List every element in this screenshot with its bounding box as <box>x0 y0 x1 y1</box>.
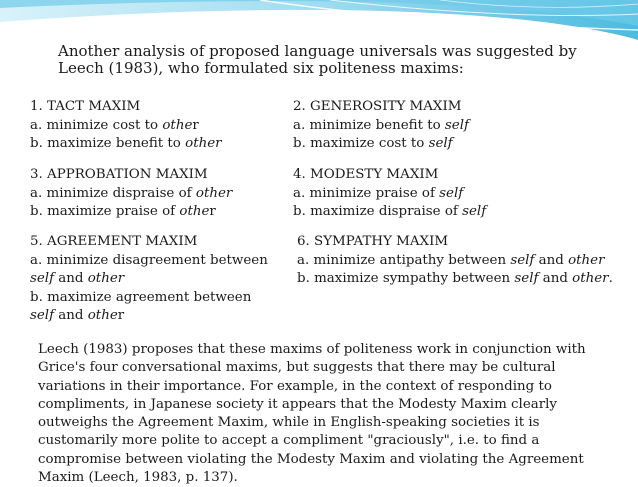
maxim-line <box>30 203 330 222</box>
emphasis-text: self <box>462 204 487 219</box>
maxim-line <box>30 252 330 271</box>
maxim-group <box>30 233 330 326</box>
emphasis-text: self <box>510 252 535 268</box>
line-text: and <box>538 271 573 286</box>
maxim-line <box>293 117 593 136</box>
emphasis-text: self <box>439 185 464 201</box>
line-text: b. maximize praise of <box>30 204 180 219</box>
maxim-title: 5. AGREEMENT MAXIM <box>30 234 198 249</box>
maxim-line <box>30 117 330 136</box>
line-text: r <box>209 204 216 219</box>
maxim-title: 2. GENEROSITY MAXIM <box>293 99 462 114</box>
line-text: a. minimize praise of <box>293 185 440 201</box>
slide-intro-text: Another analysis of proposed language universals was suggested by Leech (1983), who formulated six politeness maxims: <box>58 42 577 77</box>
maxim-group <box>293 166 593 222</box>
line-text: b. maximize sympathy between <box>297 271 515 286</box>
line-text: b. maximize agreement between <box>30 289 252 305</box>
line-text: b. maximize cost to <box>293 136 429 151</box>
emphasis-text: self <box>514 271 539 286</box>
line-text: r <box>117 308 125 323</box>
line-text: r <box>192 117 199 133</box>
maxim-line <box>30 270 330 289</box>
maxim-line <box>30 185 330 204</box>
emphasis-text: self <box>444 117 469 133</box>
maxim-group <box>30 98 330 154</box>
maxim-line <box>297 270 613 289</box>
maxim-title: 4. MODESTY MAXIM <box>293 167 439 182</box>
line-text: and <box>54 308 88 323</box>
line-text: and <box>534 252 569 268</box>
line-text: b. maximize benefit to <box>30 136 186 151</box>
line-text: b. maximize dispraise of <box>293 204 463 219</box>
maxim-line <box>30 289 330 308</box>
emphasis-text: othe <box>162 117 193 133</box>
maxim-line <box>293 185 593 204</box>
emphasis-text: othe <box>179 204 210 219</box>
line-text: a. minimize benefit to <box>293 117 445 133</box>
emphasis-text: self <box>428 136 453 151</box>
line-text: a. minimize antipathy between <box>297 252 511 268</box>
maxim-line <box>30 307 330 326</box>
maxim-line <box>30 135 330 154</box>
emphasis-text: other <box>87 271 125 286</box>
emphasis-text: self <box>30 308 55 323</box>
line-text: a. minimize disagreement between <box>30 252 268 268</box>
emphasis-text: other <box>572 271 609 286</box>
maxim-title: 1. TACT MAXIM <box>30 99 141 114</box>
maxim-group <box>297 233 613 289</box>
summary-paragraph: Leech (1983) proposes that these maxims of politeness work in conjunction with Grice's four conversational maxims, but suggests that there may be cultural variations in their importance. For example, in the context of responding to compliments, in Japanese society it appears that the Modesty Maxim clearly outweighs the Agreement Maxim, while in English-speaking societies it is customarily more polite to accept a compliment "graciously", i.e. to find a compromise between violating the Modesty Maxim and violating the Agreement Maxim (Leech, 1983, p. 137). <box>38 342 586 486</box>
emphasis-text: other <box>195 185 233 201</box>
maxim-line <box>297 252 605 271</box>
maxim-title: 3. APPROBATION MAXIM <box>30 167 208 182</box>
line-text: . <box>608 271 613 286</box>
emphasis-text: self <box>30 271 55 286</box>
maxim-line <box>293 203 593 222</box>
emphasis-text: other <box>185 136 222 151</box>
emphasis-text: othe <box>87 308 118 323</box>
line-text: a. minimize dispraise of <box>30 185 196 201</box>
maxim-group <box>293 98 593 154</box>
maxim-line <box>293 135 593 154</box>
line-text: a. minimize cost to <box>30 117 163 133</box>
maxim-title: 6. SYMPATHY MAXIM <box>297 234 449 249</box>
line-text: and <box>54 271 88 286</box>
maxim-group <box>30 166 330 222</box>
emphasis-text: other <box>568 252 605 268</box>
header-banner-graphic <box>0 0 638 40</box>
